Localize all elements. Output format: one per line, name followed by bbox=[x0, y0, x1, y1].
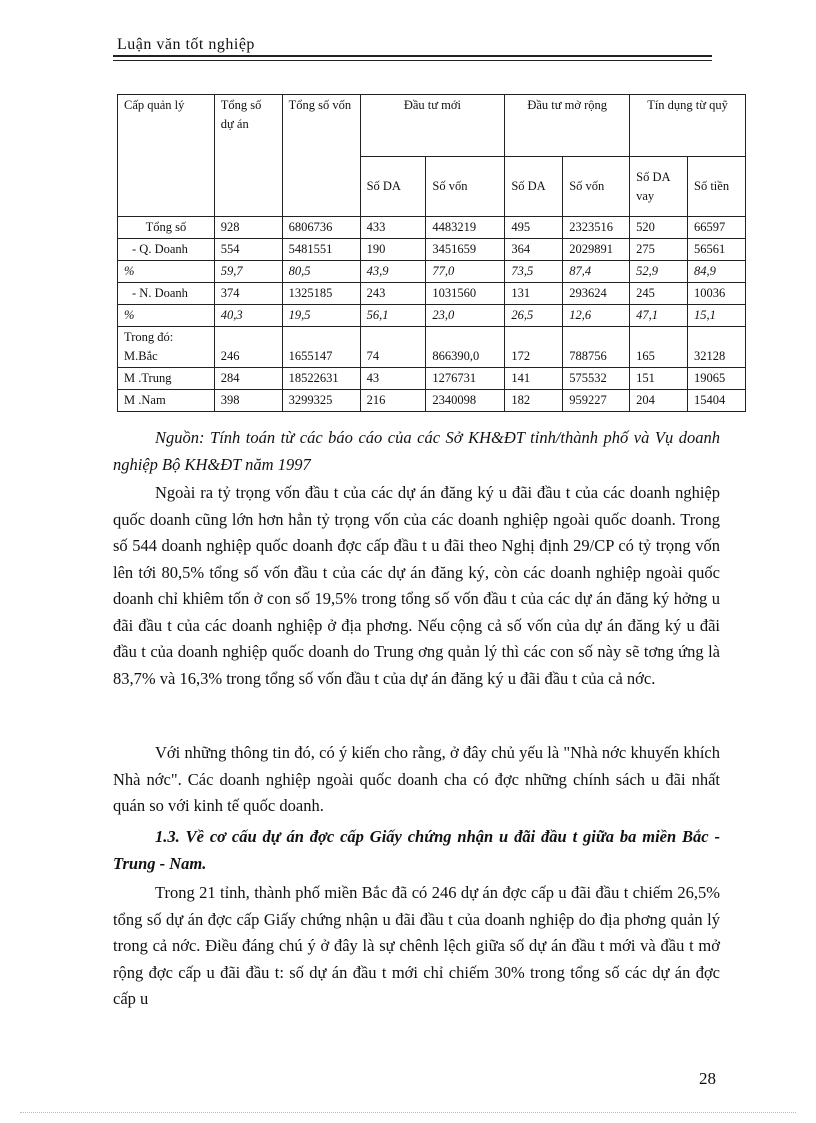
cell: 10036 bbox=[688, 283, 746, 305]
cell: 788756 bbox=[563, 327, 630, 368]
cell: 182 bbox=[505, 390, 563, 412]
row-label: - Q. Doanh bbox=[118, 239, 215, 261]
cell: 216 bbox=[360, 390, 426, 412]
cell: 66597 bbox=[688, 217, 746, 239]
cell: 19,5 bbox=[282, 305, 360, 327]
col-header-dau-tu-moi: Đầu tư mới bbox=[360, 95, 505, 157]
page-number: 28 bbox=[699, 1069, 716, 1088]
cell: 2323516 bbox=[563, 217, 630, 239]
cell: 5481551 bbox=[282, 239, 360, 261]
row-label: - N. Doanh bbox=[118, 283, 215, 305]
cell: 959227 bbox=[563, 390, 630, 412]
cell: 1276731 bbox=[426, 368, 505, 390]
header-rule-thick bbox=[113, 55, 712, 57]
cell: 56561 bbox=[688, 239, 746, 261]
body-paragraph: Với những thông tin đó, có ý kiến cho rằng, ở đây chủ yếu là "Nhà nớc khuyến khích Nhà nớc". Các doanh nghiệp ngoài quốc doanh cha có đợc những chính sách u đãi nhất quán so với kinh tế quốc doanh. bbox=[113, 743, 720, 815]
cell: 275 bbox=[630, 239, 688, 261]
cell: 190 bbox=[360, 239, 426, 261]
cell: 2340098 bbox=[426, 390, 505, 412]
col-header-tong-so-du-an: Tổng số dự án bbox=[214, 95, 282, 217]
cell: 520 bbox=[630, 217, 688, 239]
cell: 284 bbox=[214, 368, 282, 390]
table-row bbox=[118, 283, 746, 305]
col-header-dau-tu-mo-rong: Đầu tư mở rộng bbox=[505, 95, 630, 157]
running-header: Luận văn tốt nghiệp bbox=[117, 36, 255, 53]
cell: 15404 bbox=[688, 390, 746, 412]
cell: 151 bbox=[630, 368, 688, 390]
cell: 554 bbox=[214, 239, 282, 261]
body-paragraph: Trong 21 tỉnh, thành phố miền Bắc đã có 246 dự án đợc cấp u đãi đầu t chiếm 26,5% tổng số dự án đợc cấp Giấy chứng nhận u đãi đầu t của doanh nghiệp do địa phơng quản lý trong cả nớc. Điều đáng chú ý ở đây là sự chênh lệch giữa số dự án đầu t mới và đầu t mở rộng đợc cấp u đãi đầu t: số dự án đầu t mới chỉ chiếm 30% trong tổng số các dự án đợc cấp u bbox=[113, 883, 720, 1008]
cell: 23,0 bbox=[426, 305, 505, 327]
cell: 131 bbox=[505, 283, 563, 305]
cell: 3451659 bbox=[426, 239, 505, 261]
row-label: % bbox=[118, 305, 215, 327]
cell: 398 bbox=[214, 390, 282, 412]
table-row bbox=[118, 327, 746, 368]
table-row bbox=[118, 390, 746, 412]
cell: 80,5 bbox=[282, 261, 360, 283]
cell: 77,0 bbox=[426, 261, 505, 283]
section-heading: 1.3. Về cơ cấu dự án đợc cấp Giấy chứng nhận u đãi đầu t giữa ba miền Bắc - Trung - Nam. bbox=[113, 827, 720, 873]
table-row bbox=[118, 305, 746, 327]
investment-table bbox=[117, 94, 746, 412]
cell: 204 bbox=[630, 390, 688, 412]
subheader-so-da: Số DA bbox=[505, 157, 563, 217]
row-label: % bbox=[118, 261, 215, 283]
source-note: Nguồn: Tính toán từ các báo cáo của các Sở KH&ĐT tỉnh/thành phố và Vụ doanh nghiệp Bộ KH&ĐT năm 1997 bbox=[113, 428, 720, 474]
table-row bbox=[118, 261, 746, 283]
cell: 433 bbox=[360, 217, 426, 239]
cell: 141 bbox=[505, 368, 563, 390]
col-header-tong-so-von: Tổng số vốn bbox=[282, 95, 360, 217]
cell: 12,6 bbox=[563, 305, 630, 327]
col-header-tin-dung: Tín dụng từ quỹ bbox=[630, 95, 746, 157]
cell: 43 bbox=[360, 368, 426, 390]
cell: 6806736 bbox=[282, 217, 360, 239]
cell: 52,9 bbox=[630, 261, 688, 283]
cell: 293624 bbox=[563, 283, 630, 305]
cell: 575532 bbox=[563, 368, 630, 390]
cell: 59,7 bbox=[214, 261, 282, 283]
row-label: Tổng số bbox=[118, 217, 215, 239]
cell: 1655147 bbox=[282, 327, 360, 368]
cell: 19065 bbox=[688, 368, 746, 390]
subheader-so-da: Số DA bbox=[360, 157, 426, 217]
cell: 84,9 bbox=[688, 261, 746, 283]
cell: 165 bbox=[630, 327, 688, 368]
cell: 172 bbox=[505, 327, 563, 368]
table-row bbox=[118, 217, 746, 239]
cell: 374 bbox=[214, 283, 282, 305]
table-row bbox=[118, 239, 746, 261]
table-header-row bbox=[118, 95, 746, 157]
subheader-so-von: Số vốn bbox=[563, 157, 630, 217]
subheader-so-da-vay: Số DA vay bbox=[630, 157, 688, 217]
cell: 495 bbox=[505, 217, 563, 239]
cell: 245 bbox=[630, 283, 688, 305]
cell: 364 bbox=[505, 239, 563, 261]
cell: 74 bbox=[360, 327, 426, 368]
cell: 928 bbox=[214, 217, 282, 239]
cell: 43,9 bbox=[360, 261, 426, 283]
cell: 40,3 bbox=[214, 305, 282, 327]
subheader-so-tien: Số tiền bbox=[688, 157, 746, 217]
col-header-cap-quan-ly: Cấp quản lý bbox=[118, 95, 215, 217]
cell: 866390,0 bbox=[426, 327, 505, 368]
cell: 15,1 bbox=[688, 305, 746, 327]
cell: 243 bbox=[360, 283, 426, 305]
row-label: M .Nam bbox=[118, 390, 215, 412]
cell: 73,5 bbox=[505, 261, 563, 283]
cell: 3299325 bbox=[282, 390, 360, 412]
cell: 1325185 bbox=[282, 283, 360, 305]
row-label: M .Trung bbox=[118, 368, 215, 390]
cell: 32128 bbox=[688, 327, 746, 368]
cell: 18522631 bbox=[282, 368, 360, 390]
cell: 2029891 bbox=[563, 239, 630, 261]
subheader-so-von: Số vốn bbox=[426, 157, 505, 217]
body-paragraph: Ngoài ra tỷ trọng vốn đầu t của các dự án đăng ký u đãi đầu t của các doanh nghiệp quốc doanh cũng lớn hơn hẳn tỷ trọng vốn của các doanh nghiệp ngoài quốc doanh. Trong số 544 doanh nghiệp quốc doanh đợc cấp đầu t u đãi theo Nghị định 29/CP có tỷ trọng vốn lên tới 80,5% tổng số vốn đầu t của các dự án đăng ký, còn các doanh nghiệp ngoài quốc doanh chỉ khiêm tốn ở con số 19,5% trong tổng số vốn đầu t của các dự án đăng ký hởng u đãi đầu t của các doanh nghiệp ở địa phơng. Nếu cộng cả số vốn của dự án đăng ký u đãi đầu t của doanh nghiệp quốc doanh do Trung ơng quản lý thì các con số này sẽ tơng ứng là 83,7% và 16,3% trong tổng số vốn đầu t của dự án đăng ký u đãi đầu t của cả nớc. bbox=[113, 483, 720, 688]
footer-rule bbox=[20, 1112, 796, 1113]
cell: 56,1 bbox=[360, 305, 426, 327]
cell: 26,5 bbox=[505, 305, 563, 327]
header-rule-thin bbox=[113, 60, 712, 61]
cell: 87,4 bbox=[563, 261, 630, 283]
cell: 47,1 bbox=[630, 305, 688, 327]
cell: 246 bbox=[214, 327, 282, 368]
cell: 1031560 bbox=[426, 283, 505, 305]
cell: 4483219 bbox=[426, 217, 505, 239]
table-row bbox=[118, 368, 746, 390]
row-label: Trong đó: M.Bắc bbox=[118, 327, 215, 368]
